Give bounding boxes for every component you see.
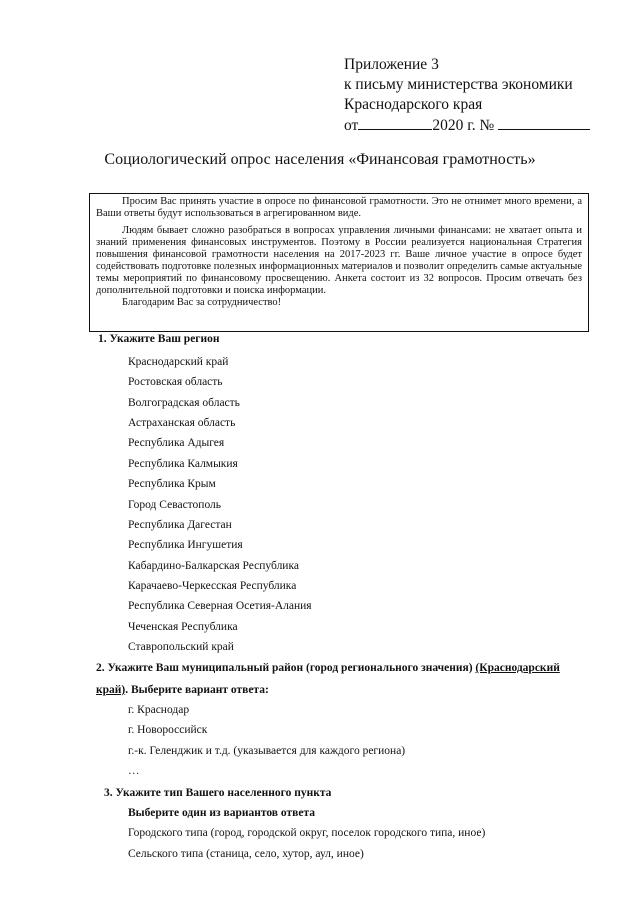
q1-option[interactable]: Чеченская Республика [128, 621, 238, 633]
q1-option[interactable]: Кабардино-Балкарская Республика [128, 560, 299, 572]
year-number-label: 2020 г. № [432, 117, 495, 134]
question-2-label-end: . Выберите вариант ответа: [125, 684, 269, 696]
q1-option[interactable]: Республика Крым [128, 478, 216, 490]
intro-box [89, 193, 589, 332]
question-2-label-start: 2. Укажите Ваш муниципальный район (город регионального значения) [96, 662, 476, 674]
q1-option[interactable]: Республика Северная Осетия-Алания [128, 600, 312, 612]
q1-option[interactable]: Республика Калмыкия [128, 458, 238, 470]
question-2-label [96, 662, 560, 674]
q1-option[interactable]: Краснодарский край [128, 356, 229, 368]
q1-option[interactable]: Волгоградская область [128, 397, 240, 409]
q2-option-ellipsis: … [128, 765, 140, 777]
q1-option[interactable]: Город Севастополь [128, 499, 222, 511]
question-1-label: 1. Укажите Ваш регион [98, 333, 220, 345]
question-2-region-a: (Краснодарский [475, 662, 560, 674]
q2-option[interactable]: г.-к. Геленджик и т.д. (указывается для каждого региона) [128, 745, 406, 757]
q3-option[interactable]: Сельского типа (станица, село, хутор, аул, иное) [128, 848, 364, 860]
q1-option[interactable]: Республика Адыгея [128, 437, 225, 449]
document-header [344, 55, 590, 136]
q1-option[interactable]: Ростовская область [128, 376, 223, 388]
q1-option[interactable]: Карачаево-Черкесская Республика [128, 580, 297, 592]
q2-option[interactable]: г. Новороссийск [128, 724, 208, 736]
question-2-region-b: край) [96, 684, 126, 696]
ministry-region: Краснодарского края [344, 96, 483, 113]
q1-option[interactable]: Республика Ингушетия [128, 539, 243, 551]
q1-option[interactable]: Республика Дагестан [128, 519, 232, 531]
intro-thanks: Благодарим Вас за сотрудничество! [122, 297, 282, 308]
letter-reference: к письму министерства экономики [344, 76, 573, 93]
date-prefix: от [344, 117, 359, 134]
date-blank [358, 115, 432, 130]
question-2-label-cont [96, 684, 269, 696]
intro-paragraph-2: Людям бывает сложно разобраться в вопросах управления личными финансами: не хватает опыта и знаний применения финансовых инструментов. Поэтому в России реализуется национальная Стратегия повышения финансовой грамотности населения на 2017-2023 гг. Ваше личное участие в опросе будет содействовать подготовке полезных информационных материалов и позволит определить самые актуальные темы мероприятий по финансовому просвещению. Анкета состоит из 32 вопросов. Просим отвечать без дополнительной подготовки и поиска информации. [96, 225, 582, 296]
question-3-sublabel: Выберите один из вариантов ответа [128, 807, 315, 819]
q1-option[interactable]: Ставропольский край [128, 641, 234, 653]
appendix-number: Приложение 3 [344, 56, 439, 73]
q1-option[interactable]: Астраханская область [128, 417, 236, 429]
survey-title: Социологический опрос населения «Финансовая грамотность» [104, 151, 536, 168]
intro-paragraph-1: Просим Вас принять участие в опросе по финансовой грамотности. Это не отнимет много времени, а Ваши ответы будут использоваться в агрегированном виде. [96, 196, 582, 219]
date-number-line [344, 115, 590, 136]
question-3-label: 3. Укажите тип Вашего населенного пункта [104, 787, 332, 799]
q3-option[interactable]: Городского типа (город, городской округ, поселок городского типа, иное) [128, 827, 486, 839]
q2-option[interactable]: г. Краснодар [128, 704, 190, 716]
number-blank [498, 115, 590, 130]
